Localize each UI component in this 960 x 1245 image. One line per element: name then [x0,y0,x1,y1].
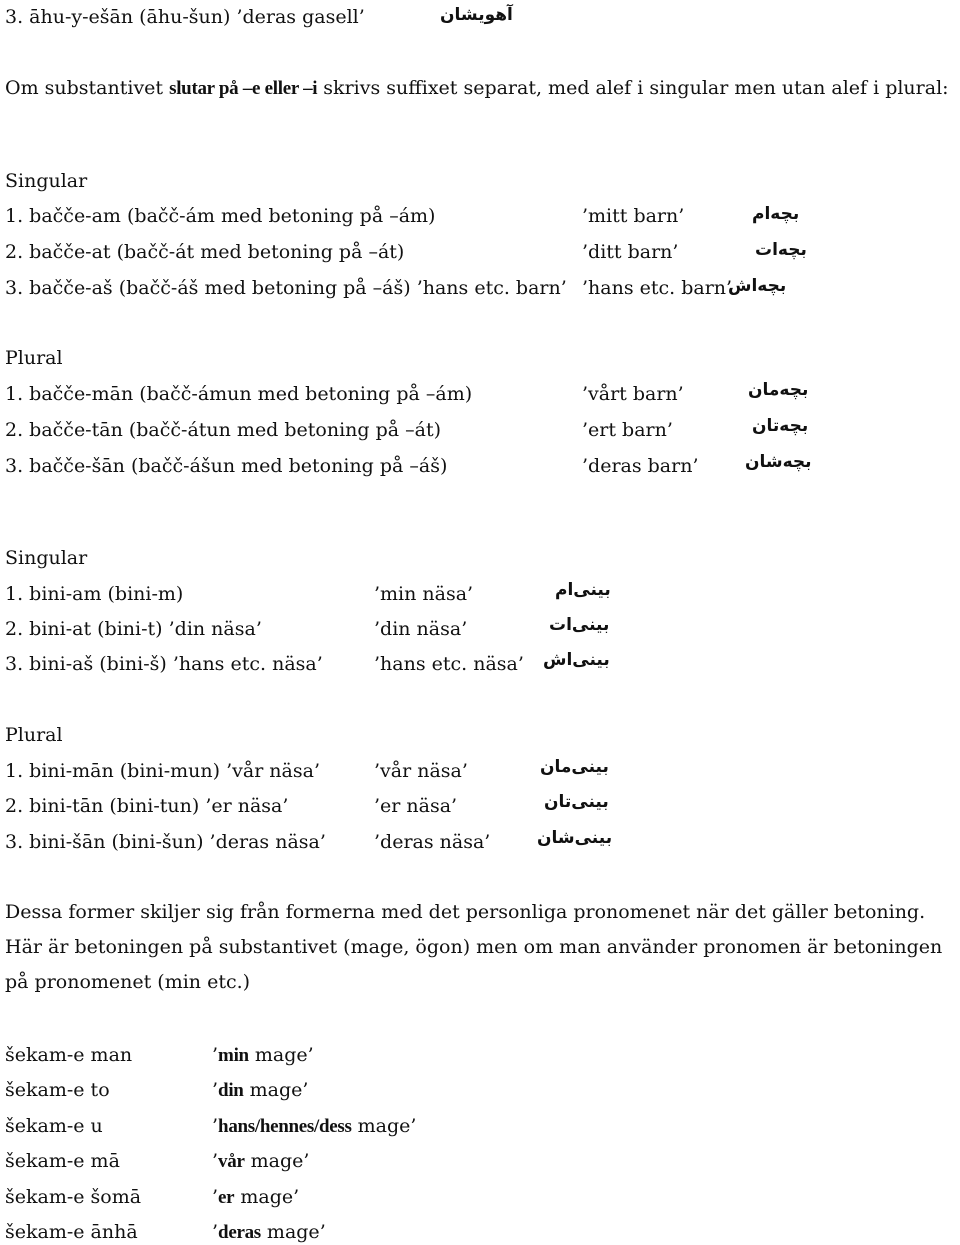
shekam-meaning-4: ’vår mage’ [212,1150,310,1172]
shekam-pron-2: din [218,1080,244,1101]
baccheh-plural-persian-2: بچه‌تان [752,416,809,436]
bini-plural-meaning-1: ’vår näsa’ [374,760,468,782]
baccheh-plural-form-1: 1. bačče-mān (bačč-ámun med betoning på –ám) [5,383,473,405]
shekam-form-6: šekam-e ānhā [5,1221,138,1243]
bini-plural-form-3: 3. bini-šān (bini-šun) ’deras näsa’ [5,831,326,853]
intro-pre: Om substantivet [5,77,170,99]
baccheh-singular-persian-1: بچه‌ام [752,204,800,224]
intro-sentence [5,76,949,101]
bini-plural-form-1: 1. bini-mān (bini-mun) ’vår näsa’ [5,760,320,782]
bini-plural-form-2: 2. bini-tān (bini-tun) ’er näsa’ [5,795,289,817]
shekam-noun-5: mage [240,1186,294,1208]
bini-plural-persian-1: بینی‌مان [540,757,609,777]
bini-plural-persian-2: بینی‌تان [544,792,609,812]
shekam-meaning-6: ’deras mage’ [212,1221,326,1243]
bini-singular-form-3: 3. bini-aš (bini-š) ’hans etc. näsa’ [5,653,323,675]
shekam-pron-5: er [218,1187,235,1208]
baccheh-plural-heading: Plural [5,347,63,369]
shekam-noun-4: mage [250,1150,304,1172]
bini-plural-meaning-2: ’er näsa’ [374,795,458,817]
bini-singular-persian-3: بینی‌اش [543,650,610,670]
shekam-noun-2: mage [249,1079,303,1101]
baccheh-singular-meaning-2: ’ditt barn’ [582,241,679,263]
baccheh-plural-meaning-2: ’ert barn’ [582,419,673,441]
baccheh-singular-meaning-1: ’mitt barn’ [582,205,685,227]
bini-singular-form-1: 1. bini-am (bini-m) [5,583,184,605]
bini-plural-heading: Plural [5,724,63,746]
shekam-meaning-2: ’din mage’ [212,1079,309,1101]
shekam-noun-3: mage [357,1115,411,1137]
baccheh-plural-persian-1: بچه‌مان [748,380,809,400]
shekam-meaning-3: ’hans/hennes/dess mage’ [212,1115,417,1137]
shekam-form-1: šekam-e man [5,1044,133,1066]
bini-plural-persian-3: بینی‌شان [537,828,613,848]
shekam-pron-4: vår [218,1151,245,1172]
shekam-pron-3: hans/hennes/dess [218,1116,352,1137]
baccheh-plural-meaning-3: ’deras barn’ [582,455,699,477]
intro-bold: slutar på –e eller –i [169,78,318,99]
bini-singular-meaning-2: ’din näsa’ [374,618,468,640]
shekam-form-2: šekam-e to [5,1079,110,1101]
baccheh-singular-form-3: 3. bačče-aš (bačč-áš med betoning på –áš) ’hans etc. barn’ [5,277,567,299]
shekam-noun-1: mage [254,1044,308,1066]
shekam-form-4: šekam-e mā [5,1150,120,1172]
top-example-line: 3. āhu-y-ešān (āhu-šun) ’deras gasell’ [5,6,365,28]
bini-singular-heading: Singular [5,547,88,569]
shekam-meaning-5: ’er mage’ [212,1186,300,1208]
shekam-meaning-1: ’min mage’ [212,1044,314,1066]
bini-singular-persian-2: بینی‌ات [549,615,610,635]
bini-plural-meaning-3: ’deras näsa’ [374,831,491,853]
baccheh-singular-persian-3: بچه‌اش [728,276,787,296]
baccheh-plural-form-2: 2. bačče-tān (bačč-átun med betoning på –át) [5,419,442,441]
baccheh-singular-form-1: 1. bačče-am (bačč-ám med betoning på –ám) [5,205,436,227]
baccheh-plural-meaning-1: ’vårt barn’ [582,383,684,405]
bini-singular-form-2: 2. bini-at (bini-t) ’din näsa’ [5,618,262,640]
baccheh-singular-form-2: 2. bačče-at (bačč-át med betoning på –át) [5,241,405,263]
baccheh-plural-persian-3: بچه‌شان [745,452,812,472]
intro-post: skrivs suffixet separat, med alef i singular men utan alef i plural: [317,77,949,99]
shekam-form-3: šekam-e u [5,1115,103,1137]
bini-singular-meaning-1: ’min näsa’ [374,583,474,605]
shekam-form-5: šekam-e šomā [5,1186,142,1208]
shekam-pron-6: deras [218,1222,261,1243]
bini-singular-meaning-3: ’hans etc. näsa’ [374,653,524,675]
explanation-paragraph: Dessa former skiljer sig från formerna med det personliga pronomenet när det gäller betoning. Här är betoningen på substantivet (mage, ögon) men om man använder pronomen är betoningen på pronomenet (min etc.) [5,901,943,993]
bini-singular-persian-1: بینی‌ام [555,580,611,600]
top-example-persian: آهویشان [440,5,513,25]
baccheh-singular-persian-2: بچه‌ات [755,240,807,260]
shekam-pron-1: min [218,1045,249,1066]
baccheh-plural-form-3: 3. bačče-šān (bačč-ášun med betoning på –áš) [5,455,448,477]
baccheh-singular-meaning-3: ’hans etc. barn’ [582,277,733,299]
shekam-noun-6: mage [266,1221,320,1243]
baccheh-singular-heading: Singular [5,170,88,192]
